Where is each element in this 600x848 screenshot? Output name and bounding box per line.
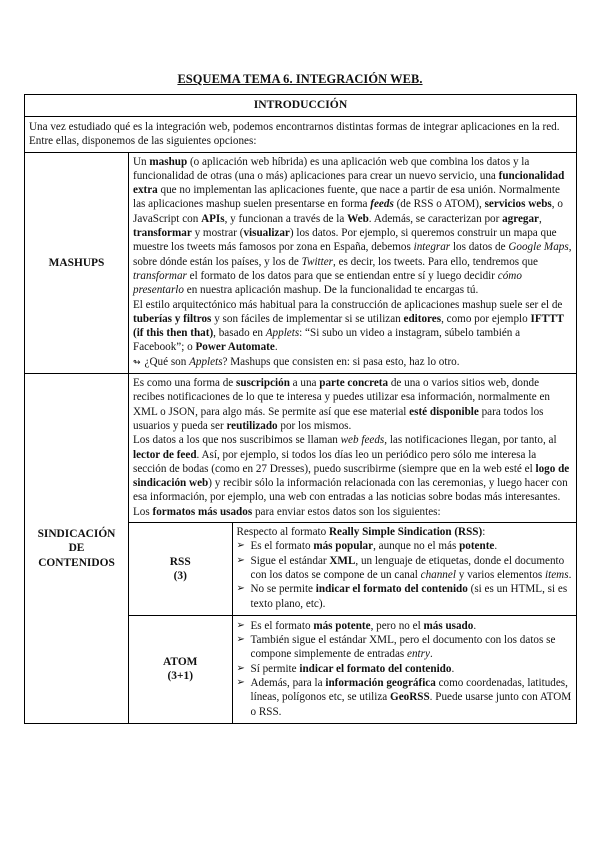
italic-text: channel — [420, 568, 456, 581]
rss-row — [129, 523, 576, 616]
bold-text: mashup — [149, 155, 188, 168]
bold-text: IFTTT (if this then that) — [133, 312, 564, 340]
italic-text: integrar — [413, 241, 451, 254]
mashups-label: MASHUPS — [25, 152, 129, 373]
bold-text: más usado — [423, 619, 474, 632]
atom-content — [232, 615, 576, 723]
bold-text: indicar el formato del contenido — [315, 583, 468, 596]
bold-text: Really Simple Sindication (RSS) — [329, 526, 483, 539]
italic-text: Applets — [265, 327, 300, 340]
arrow-bullet-icon: ➢ — [236, 540, 245, 552]
list-item: ➢ Sí permite indicar el formato del contenido. — [236, 662, 455, 675]
bold-text: transformar — [133, 227, 192, 240]
italic-text: items — [545, 568, 569, 581]
list-item: ➢ Además, para la información geográfica como coordenadas, latitudes, líneas, polígonos etc, se utiliza GeoRSS. Puede usarse junto con ATOM o RSS. — [236, 676, 572, 718]
curved-arrow-bullet-icon: ↬ — [133, 357, 141, 368]
atom-label-name: ATOM — [163, 656, 198, 669]
bold-text: indicar el formato del contenido — [299, 662, 452, 675]
arrow-bullet-icon: ➢ — [236, 619, 245, 631]
list-item: ➢ También sigue el estándar XML, pero el documento con los datos se compone simplemente de entradas entry. — [236, 634, 556, 661]
summary-table — [24, 94, 577, 724]
atom-bullet-list — [237, 619, 573, 719]
list-item: ➢ No se permite indicar el formato del contenido (si es un HTML, si es texto plano, etc). — [236, 583, 568, 610]
page-title: ESQUEMA TEMA 6. INTEGRACIÓN WEB. — [177, 72, 423, 86]
bold-text: más potente — [313, 619, 371, 632]
italic-text: transformar — [133, 269, 187, 282]
bold-text: potente — [459, 540, 495, 553]
rss-label-count: (3) — [173, 569, 187, 582]
italic-text: Twitter — [301, 255, 334, 268]
bold-text: editores — [403, 312, 442, 325]
mashups-paragraph-1: Un mashup (o aplicación web híbrida) es una aplicación web que combina los datos y la funcionalidad de otras (una o más) aplicaciones para crear un nuevo servicio, una funcionalidad extra que no implementan las aplicaciones fuente, que nace a partir de esa unión. Normalmente las aplicaciones mashup suelen presentarse en forma feeds (de RSS o ATOM), servicios webs, o JavaScript con APIs, y funcionan a través de la Web. Además, se caracterizan por agregar, transformar y mostrar (visualizar) los datos. Por ejemplo, si queremos construir un mapa que muestre los tweets más famosos por zona en España, debemos integrar los datos de Google Maps, sobre dónde están los países, y los de Twitter, es decir, los tweets. Para ello, tendremos que transformar el formato de los datos para que se entiendan entre sí y luego decidir cómo presentarlo en nuestra aplicación mashup. De la funcionalidad te encargas tú. — [133, 155, 572, 297]
bold-text: agregar — [502, 212, 539, 225]
arrow-bullet-icon: ➢ — [236, 676, 245, 688]
bold-text: más popular — [313, 540, 374, 553]
italic-text: Google Maps — [508, 241, 569, 254]
bold-text: Power Automate — [195, 341, 275, 354]
arrow-bullet-icon: ➢ — [236, 554, 245, 566]
arrow-bullet-icon: ➢ — [236, 583, 245, 595]
rss-bullet-list — [237, 539, 573, 610]
sindicacion-paragraph-2: Los datos a los que nos suscribimos se llaman web feeds, las notificaciones llegan, por tanto, al lector de feed. Así, por ejemplo, si todos los días leo un periódico pero sólo me interesa la sección de bodas (como en 27 Dresses), puedo suscribirme (siempre que en la web esté el logo de sindicación web) y recibir sólo la información relacionada con las ceremonias, y luego hacer con esa información, por ejemplo, una web con entradas a las noticias sobre bodas más interesantes. Los formatos más usados para enviar estos datos son los siguientes: — [133, 434, 570, 518]
rss-label-name: RSS — [169, 555, 191, 568]
intro-row — [25, 117, 577, 153]
bold-text: tuberías y filtros — [133, 312, 212, 325]
bold-text: reutilizado — [226, 419, 278, 432]
bold-italic-text: feeds — [370, 198, 394, 211]
bold-text: servicios webs — [484, 198, 552, 211]
intro-header: INTRODUCCIÓN — [25, 95, 577, 117]
bold-text: GeoRSS — [390, 691, 430, 704]
list-item: ➢ Es el formato más potente, pero no el más usado. — [236, 619, 477, 632]
intro-header-row — [25, 95, 577, 117]
atom-label — [129, 615, 232, 723]
bold-text: Web — [347, 212, 369, 225]
mashups-row — [25, 152, 577, 373]
atom-label-count: (3+1) — [167, 670, 193, 683]
italic-text: web feeds — [340, 434, 385, 447]
sindicacion-row — [25, 374, 577, 724]
mashups-content — [129, 152, 577, 373]
bold-text: información geográfica — [325, 676, 436, 689]
rss-label — [129, 523, 232, 616]
sindicacion-paragraph-1: Es como una forma de suscripción a una parte concreta de una o varios sitios web, donde recibes notificaciones de lo que te interesa y puedes utilizar esa información, normalmente en XML o JSON, para algo más. Se permite así que ese material esté disponible para todos los usuarios y pueda ser reutilizado por los mismos. — [133, 377, 550, 432]
bold-text: parte concreta — [319, 377, 389, 390]
rss-intro: Respecto al formato Really Simple Sindication (RSS): — [236, 526, 486, 539]
sindicacion-label: SINDICACIÓN DE CONTENIDOS — [25, 374, 129, 724]
sindicacion-text — [129, 374, 576, 522]
bold-text: suscripción — [236, 377, 290, 390]
mashups-paragraph-3-text: ¿Qué son Applets? Mashups que consisten en: si pasa esto, haz lo otro. — [144, 355, 460, 368]
arrow-bullet-icon: ➢ — [236, 634, 245, 646]
bold-text: formatos más usados — [152, 505, 253, 518]
bold-text: logo de sindicación web — [133, 462, 570, 490]
intro-text: Una vez estudiado qué es la integración web, podemos encontrarnos distintas formas de integrar aplicaciones en la red. Entre ellas, disponemos de las siguientes opciones: — [25, 117, 577, 153]
list-item: ➢ Es el formato más popular, aunque no el más potente. — [236, 540, 498, 553]
bold-text: esté disponible — [409, 405, 479, 418]
atom-row — [129, 615, 576, 723]
arrow-bullet-icon: ➢ — [236, 662, 245, 674]
bold-text: XML — [329, 554, 356, 567]
sindicacion-content — [129, 374, 577, 724]
italic-text: cómo presentarlo — [133, 269, 522, 297]
formats-table — [129, 522, 576, 723]
bold-text: visualizar — [243, 227, 290, 240]
bold-text: funcionalidad extra — [133, 169, 565, 197]
list-item: ➢ Sigue el estándar XML, un lenguaje de etiquetas, donde el documento con los datos se compone de un canal channel y varios elementos items. — [236, 554, 572, 581]
italic-text: Applets — [189, 355, 223, 368]
mashups-paragraph-3 — [133, 355, 572, 370]
rss-content — [232, 523, 576, 616]
mashups-paragraph-2: El estilo arquitectónico más habitual para la construcción de aplicaciones mashup suele ser el de tuberías y filtros y son fáciles de implementar si se utilizan editores, como por ejemplo IFTTT (if this then that), basado en Applets: “Si subo un video a instagram, súbelo también a Facebook”; o Power Automate. — [133, 298, 564, 354]
bold-text: lector de feed — [133, 448, 197, 461]
italic-text: entry — [407, 648, 430, 661]
bold-text: APIs — [201, 212, 225, 225]
